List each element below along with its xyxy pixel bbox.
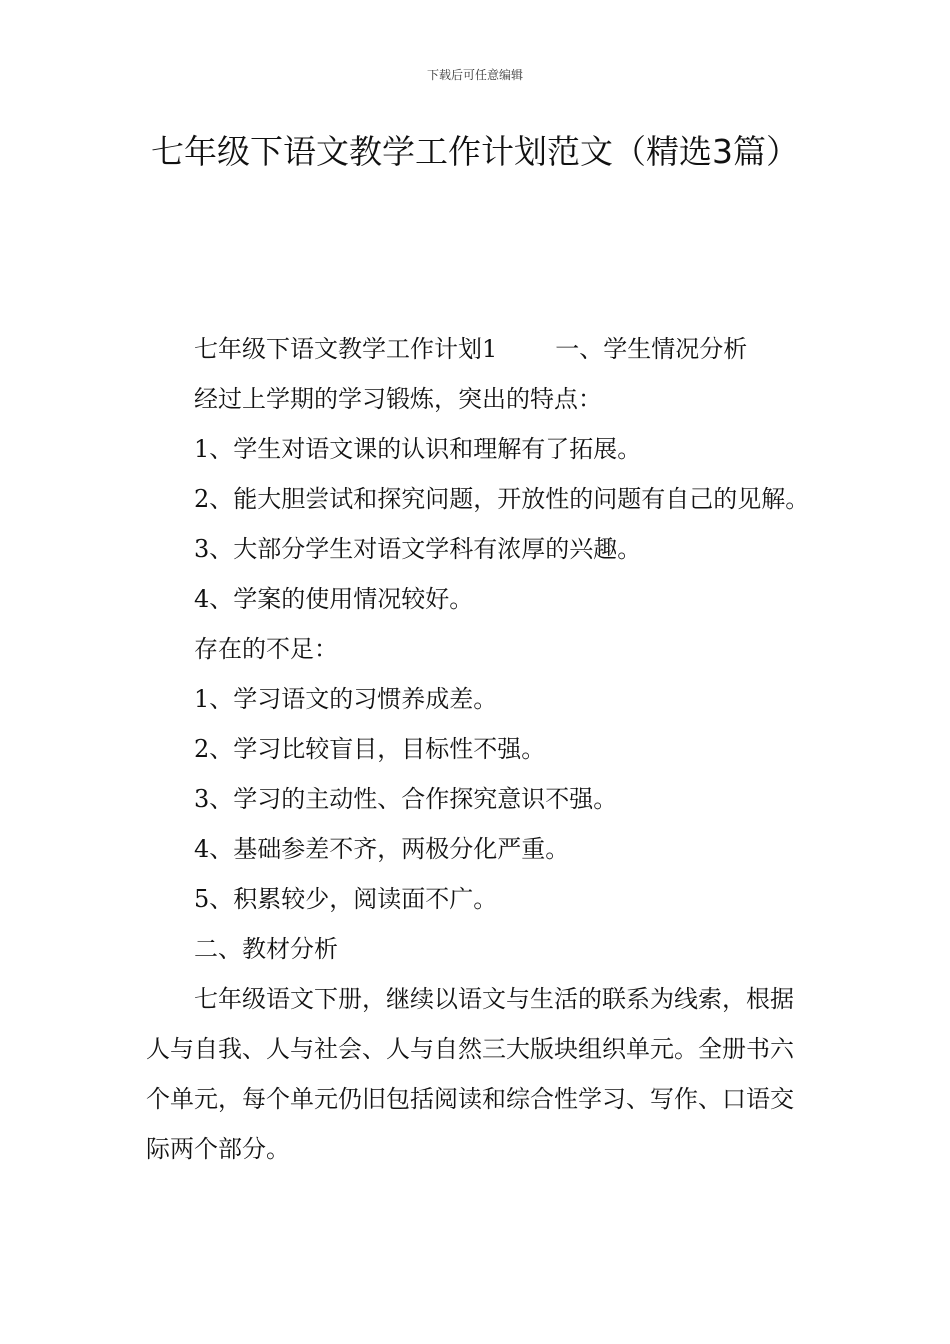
paragraph: 1、学生对语文课的认识和理解有了拓展。 xyxy=(194,435,642,463)
paragraph: 2、学习比较盲目，目标性不强。 xyxy=(194,735,546,763)
paragraph: 七年级语文下册，继续以语文与生活的联系为线索，根据人与自我、人与社会、人与自然三大版块组织单元。全册书六个单元，每个单元仍旧包括阅读和综合性学习、写作、口语交际两个部分。 xyxy=(146,985,794,1163)
paragraph: 3、大部分学生对语文学科有浓厚的兴趣。 xyxy=(194,535,642,563)
document-title: 七年级下语文教学工作计划范文（精选3篇） xyxy=(151,132,799,171)
section-heading-student-analysis: 一、学生情况分析 xyxy=(555,335,748,363)
paragraph: 1、学习语文的习惯养成差。 xyxy=(194,685,498,713)
section-heading-textbook-analysis: 二、教材分析 xyxy=(194,935,338,963)
paragraph: 5、积累较少，阅读面不广。 xyxy=(194,885,498,913)
header-note: 下载后可任意编辑 xyxy=(426,68,523,82)
paragraph: 经过上学期的学习锻炼，突出的特点： xyxy=(194,385,602,413)
paragraph: 4、学案的使用情况较好。 xyxy=(194,585,474,613)
paragraph: 2、能大胆尝试和探究问题，开放性的问题有自己的见解。 xyxy=(194,485,810,513)
document-body xyxy=(146,324,814,1174)
paragraph: 4、基础参差不齐，两极分化严重。 xyxy=(194,835,570,863)
paragraph: 3、学习的主动性、合作探究意识不强。 xyxy=(194,785,618,813)
paragraph: 存在的不足： xyxy=(194,635,338,663)
plan-title: 七年级下语文教学工作计划1 xyxy=(194,335,498,363)
plan-heading-line xyxy=(146,324,814,374)
